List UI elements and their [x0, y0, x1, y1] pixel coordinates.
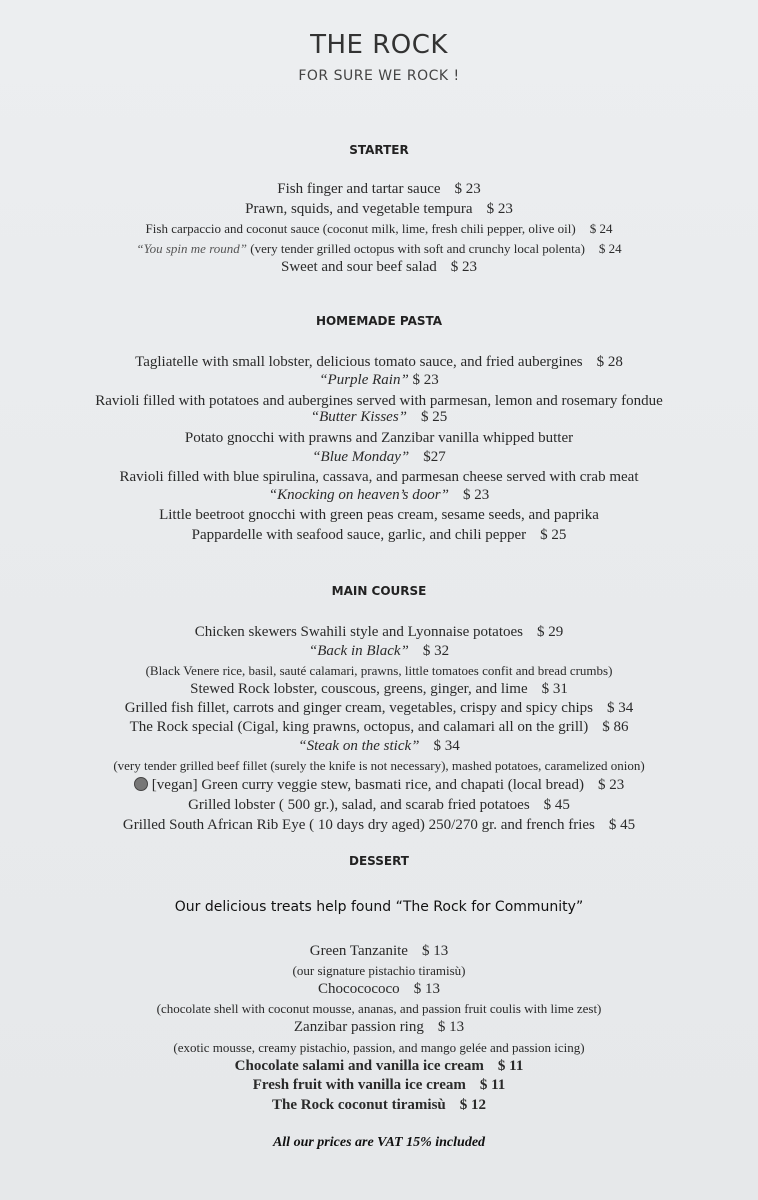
section-heading-pasta: HOMEMADE PASTA: [315, 314, 443, 328]
menu-item: “Knocking on heaven’s door” $ 23: [268, 487, 490, 503]
menu-item: (very tender grilled beef fillet (surely the knife is not necessary), mashed potatoes, caramelized onion): [113, 758, 645, 773]
section-heading-starter: STARTER: [349, 143, 409, 157]
menu-item: “Blue Monday” $27: [312, 449, 446, 465]
menu-item: Zanzibar passion ring $ 13: [293, 1019, 465, 1035]
menu-item: Tagliatelle with small lobster, delicious tomato sauce, and fried aubergines $ 28: [135, 354, 623, 370]
menu-item: Pappardelle with seafood sauce, garlic, and chili pepper $ 25: [191, 527, 567, 543]
menu-item: Grilled lobster ( 500 gr.), salad, and scarab fried potatoes $ 45: [188, 797, 570, 813]
menu-item: (exotic mousse, creamy pistachio, passion, and mango gelée and passion icing): [173, 1040, 585, 1055]
menu-item: “Butter Kisses” $ 25: [310, 409, 448, 425]
menu-item: “You spin me round” (very tender grilled octopus with soft and crunchy local polenta) $ 24: [136, 241, 622, 256]
menu-item: Fresh fruit with vanilla ice cream $ 11: [252, 1077, 506, 1093]
menu-item: The Rock coconut tiramisù $ 12: [272, 1097, 486, 1113]
menu-item: “Back in Black” $ 32: [308, 643, 450, 659]
menu-item: Ravioli filled with blue spirulina, cassava, and parmesan cheese served with crab meat: [119, 469, 639, 485]
menu-tagline: FOR SURE WE ROCK !: [298, 68, 460, 84]
section-heading-main: MAIN COURSE: [331, 584, 427, 598]
menu-item: Potato gnocchi with prawns and Zanzibar vanilla whipped butter: [184, 430, 574, 446]
vegan-leaf-icon: [134, 777, 148, 791]
vat-note: All our prices are VAT 15% included: [272, 1135, 486, 1150]
menu-item: The Rock special (Cigal, king prawns, octopus, and calamari all on the grill) $ 86: [129, 719, 629, 735]
menu-item: Fish finger and tartar sauce $ 23: [277, 181, 481, 197]
menu-title: THE ROCK: [310, 30, 448, 60]
menu-item: (Black Venere rice, basil, sauté calamari, prawns, little tomatoes confit and bread crumbs): [145, 663, 613, 678]
menu-item: [vegan] Green curry veggie stew, basmati rice, and chapati (local bread) $ 23: [0, 778, 758, 793]
menu-item: Grilled South African Rib Eye ( 10 days dry aged) 250/270 gr. and french fries $ 45: [122, 817, 636, 833]
menu-item: Ravioli filled with potatoes and aubergines served with parmesan, lemon and rosemary fondue: [95, 393, 663, 409]
menu-item: Grilled fish fillet, carrots and ginger cream, vegetables, crispy and spicy chips $ 34: [124, 700, 634, 716]
menu-item: Chococococo $ 13: [318, 981, 440, 997]
menu-item: Little beetroot gnocchi with green peas cream, sesame seeds, and paprika: [159, 507, 599, 523]
menu-item: Green Tanzanite $ 13: [309, 943, 449, 959]
menu-item: (chocolate shell with coconut mousse, ananas, and passion fruit coulis with lime zest): [156, 1001, 602, 1016]
menu-item: Fish carpaccio and coconut sauce (coconut milk, lime, fresh chili pepper, olive oil) $ 24: [145, 221, 613, 236]
menu-item: (our signature pistachio tiramisù): [292, 963, 466, 978]
menu-item: Chocolate salami and vanilla ice cream $ 11: [234, 1058, 524, 1074]
menu-item: “Purple Rain” $ 23: [319, 372, 439, 388]
menu-item: “Steak on the stick” $ 34: [298, 738, 460, 754]
section-heading-dessert: DESSERT: [349, 854, 409, 868]
menu-item: Sweet and sour beef salad $ 23: [280, 259, 478, 275]
menu-item: Chicken skewers Swahili style and Lyonnaise potatoes $ 29: [194, 624, 564, 640]
dessert-tagline: Our delicious treats help found “The Rock for Community”: [174, 899, 584, 915]
menu-item: Stewed Rock lobster, couscous, greens, ginger, and lime $ 31: [190, 681, 568, 697]
menu-item: Prawn, squids, and vegetable tempura $ 23: [245, 201, 513, 217]
